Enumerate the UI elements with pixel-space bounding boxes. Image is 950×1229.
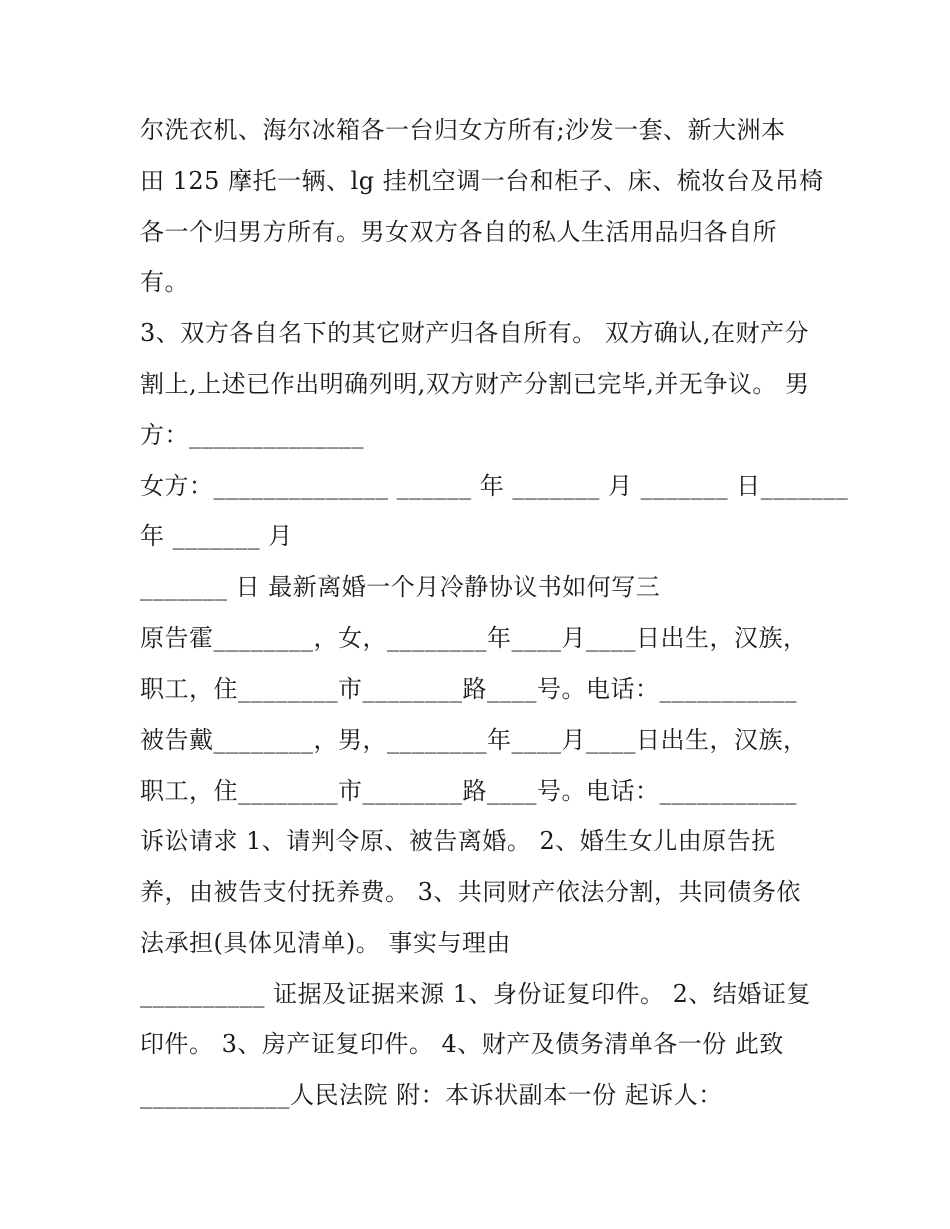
text-line: ____________人民法院 附：本诉状副本一份 起诉人：: [140, 1081, 723, 1109]
text-line: 女方：______________ ______ 年 _______ 月 _______ 日_______: [140, 472, 849, 500]
text-line: 各一个归男方所有。男女双方各自的私人生活用品归各自所: [140, 218, 777, 246]
text-line: 尔洗衣机、海尔冰箱各一台归女方所有;沙发一套、新大洲本: [140, 116, 786, 144]
text-line: 年 _______ 月: [140, 522, 293, 550]
text-line: 原告霍________，女，________年____月____日出生，汉族，: [140, 624, 808, 652]
text-line: _______ 日 最新离婚一个月冷静协议书如何写三: [140, 573, 661, 601]
text-line: 方：______________: [140, 421, 364, 449]
text-line: 3、双方各自名下的其它财产归各自所有。 双方确认,在财产分: [140, 319, 810, 347]
text-line: 养，由被告支付抚养费。 3、共同财产依法分割，共同债务依: [140, 878, 801, 906]
text-line: 职工，住________市________路____号。电话：___________: [140, 675, 797, 703]
text-line: 诉讼请求 1、请判令原、被告离婚。 2、婚生女儿由原告抚: [140, 827, 776, 855]
text-line: 有。: [140, 268, 189, 296]
text-line: 印件。 3、房产证复印件。 4、财产及债务清单各一份 此致: [140, 1030, 784, 1058]
text-line: 田 125 摩托一辆、lg 挂机空调一台和柜子、床、梳妆台及吊椅: [140, 167, 824, 195]
text-line: __________ 证据及证据来源 1、身份证复印件。 2、结婚证复: [140, 980, 811, 1008]
text-line: 被告戴________，男，________年____月____日出生，汉族，: [140, 726, 808, 754]
text-line: 法承担(具体见清单)。 事实与理由: [140, 929, 511, 957]
text-line: 职工，住________市________路____号。电话：___________: [140, 777, 797, 805]
text-line: 割上,上述已作出明确列明,双方财产分割已完毕,并无争议。 男: [140, 370, 810, 398]
